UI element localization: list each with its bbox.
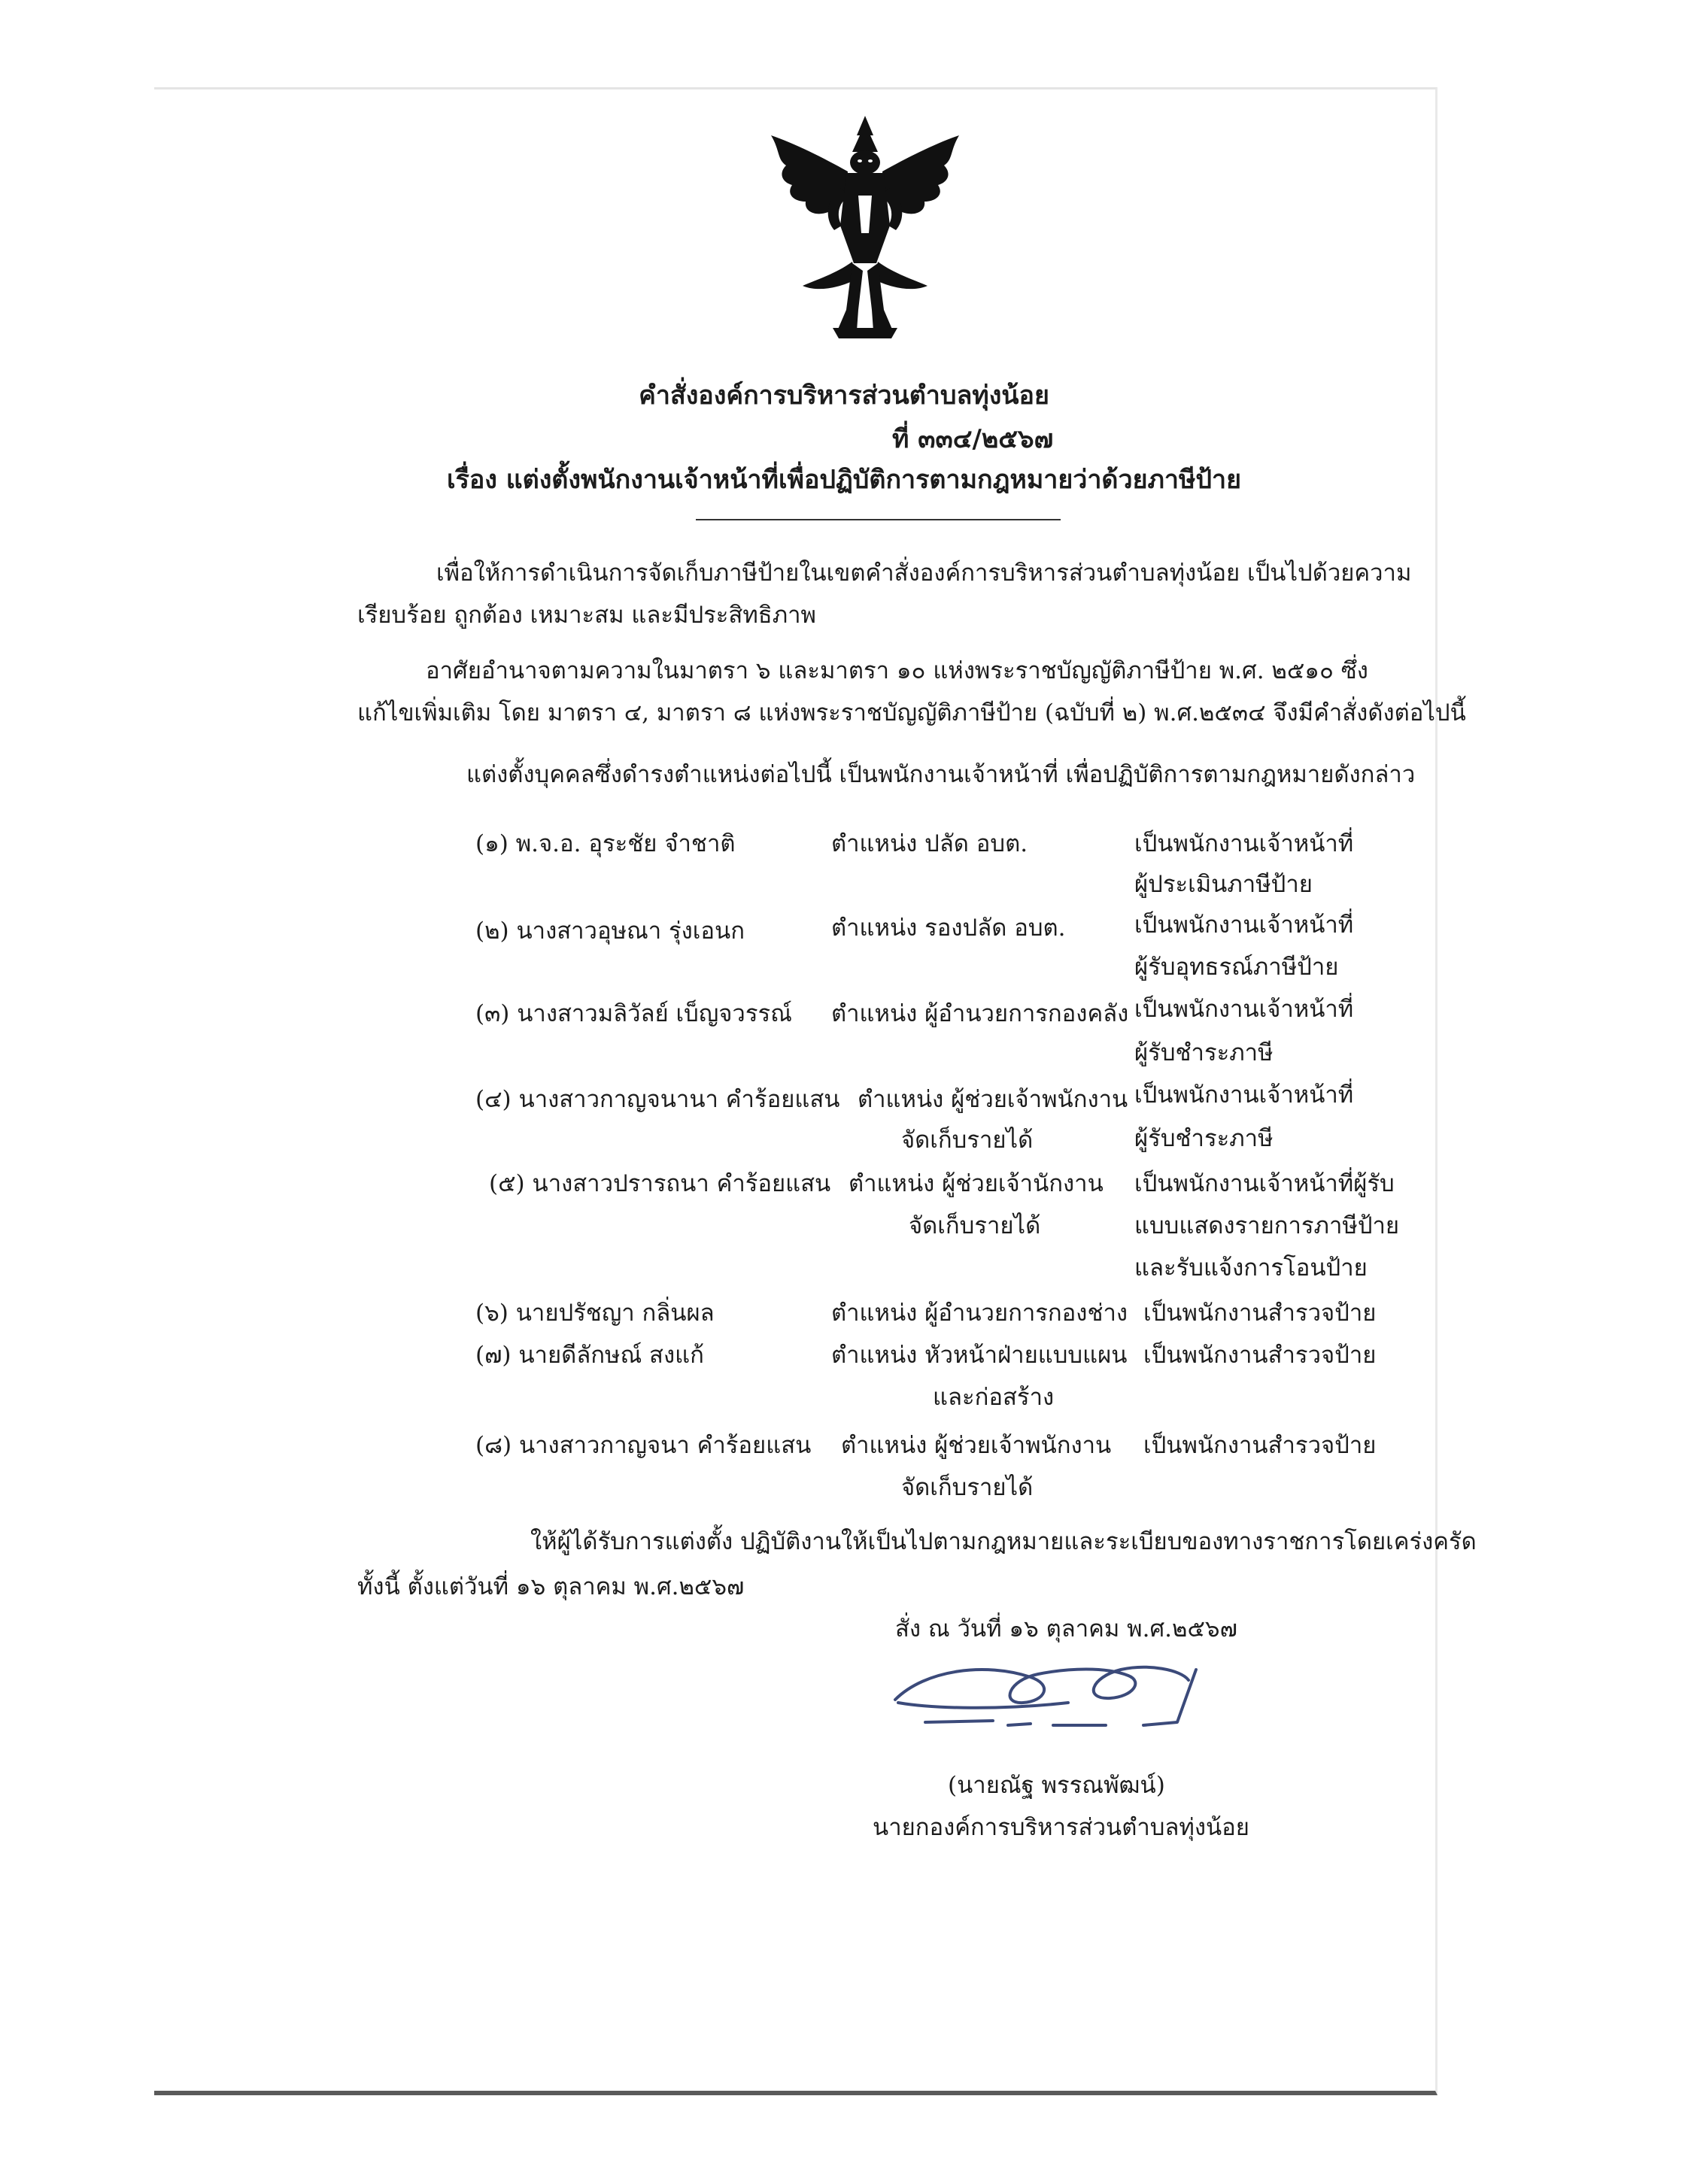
appointee-name: (๕) นางสาวปรารถนา คำร้อยแสน xyxy=(489,1170,831,1197)
appointee-position: ตำแหน่ง ผู้ช่วยเจ้าพนักงาน xyxy=(858,1086,1128,1113)
appointee-position: จัดเก็บรายได้ xyxy=(901,1127,1034,1154)
handwritten-signature xyxy=(880,1647,1219,1745)
paragraph-1-line-2: เรียบร้อย ถูกต้อง เหมาะสม และมีประสิทธิภาพ xyxy=(357,602,816,629)
signatory-name: (นายณัฐ พรรณพัฒน์) xyxy=(948,1772,1165,1799)
appointee-duty: เป็นพนักงานสำรวจป้าย xyxy=(1143,1432,1377,1459)
paragraph-1-line-1: เพื่อให้การดำเนินการจัดเก็บภาษีป้ายในเขตคำสั่งองค์การบริหารส่วนตำบลทุ่งน้อย เป็นไปด้วยความ xyxy=(436,560,1412,587)
paragraph-3: แต่งตั้งบุคคลซึ่งดำรงตำแหน่งต่อไปนี้ เป็นพนักงานเจ้าหน้าที่ เพื่อปฏิบัติการตามกฎหมายดังกล่าว xyxy=(466,761,1416,788)
appointee-name: (๑) พ.จ.อ. อุระชัย จำชาติ xyxy=(475,830,736,857)
paragraph-2-line-1: อาศัยอำนาจตามความในมาตรา ๖ และมาตรา ๑๐ แห่งพระราชบัญญัติภาษีป้าย พ.ศ. ๒๕๑๐ ซึ่ง xyxy=(426,657,1368,684)
appointee-position: จัดเก็บรายได้ xyxy=(909,1212,1041,1239)
garuda-emblem xyxy=(764,113,967,346)
appointee-duty: เป็นพนักงานเจ้าหน้าที่ xyxy=(1134,1081,1354,1109)
appointee-duty: และรับแจ้งการโอนป้าย xyxy=(1134,1254,1368,1282)
appointee-position: ตำแหน่ง หัวหน้าฝ่ายแบบแผน xyxy=(831,1342,1128,1369)
appointee-duty: เป็นพนักงานเจ้าหน้าที่ xyxy=(1134,996,1354,1023)
appointee-position: ตำแหน่ง ผู้อำนวยการกองช่าง xyxy=(831,1300,1128,1327)
appointee-name: (๖) นายปรัชญา กลิ่นผล xyxy=(475,1300,715,1327)
appointee-name: (๗) นายดีลักษณ์ สงแก้ xyxy=(475,1342,704,1369)
order-title: คำสั่งองค์การบริหารส่วนตำบลทุ่งน้อย xyxy=(639,381,1049,411)
appointee-position: ตำแหน่ง ผู้อำนวยการกองคลัง xyxy=(831,1000,1129,1027)
appointee-duty: เป็นพนักงานเจ้าหน้าที่ผู้รับ xyxy=(1134,1170,1395,1197)
closing-line-1: ให้ผู้ได้รับการแต่งตั้ง ปฏิบัติงานให้เป็นไปตามกฎหมายและระเบียบของทางราชการโดยเคร่งครัด xyxy=(530,1528,1477,1555)
appointee-position: ตำแหน่ง ปลัด อบต. xyxy=(831,830,1028,857)
order-number: ที่ ๓๓๔/๒๕๖๗ xyxy=(892,424,1054,454)
appointee-duty: เป็นพนักงานสำรวจป้าย xyxy=(1143,1342,1377,1369)
order-date: สั่ง ณ วันที่ ๑๖ ตุลาคม พ.ศ.๒๕๖๗ xyxy=(895,1615,1237,1643)
order-subject: เรื่อง แต่งตั้งพนักงานเจ้าหน้าที่เพื่อปฏิบัติการตามกฎหมายว่าด้วยภาษีป้าย xyxy=(446,465,1242,495)
appointee-duty: เป็นพนักงานเจ้าหน้าที่ xyxy=(1134,912,1354,939)
appointee-duty: เป็นพนักงานสำรวจป้าย xyxy=(1143,1300,1377,1327)
appointee-duty: แบบแสดงรายการภาษีป้าย xyxy=(1134,1212,1400,1239)
appointee-name: (๒) นางสาวอุษณา รุ่งเอนก xyxy=(475,918,745,945)
appointee-duty: ผู้รับอุทธรณ์ภาษีป้าย xyxy=(1134,954,1339,981)
closing-line-2: ทั้งนี้ ตั้งแต่วันที่ ๑๖ ตุลาคม พ.ศ.๒๕๖๗ xyxy=(357,1573,745,1600)
signatory-title: นายกองค์การบริหารส่วนตำบลทุ่งน้อย xyxy=(873,1814,1249,1841)
appointee-duty: ผู้ประเมินภาษีป้าย xyxy=(1134,871,1313,898)
appointee-position: ตำแหน่ง รองปลัด อบต. xyxy=(831,915,1066,942)
header-divider xyxy=(696,519,1061,520)
appointee-name: (๓) นางสาวมลิวัลย์ เบ็ญจวรรณ์ xyxy=(475,1000,792,1027)
appointee-position: และก่อสร้าง xyxy=(933,1384,1055,1411)
appointee-position: ตำแหน่ง ผู้ช่วยเจ้าพนักงาน xyxy=(841,1432,1112,1459)
appointee-duty: ผู้รับชำระภาษี xyxy=(1134,1125,1274,1152)
appointee-name: (๘) นางสาวกาญจนา คำร้อยแสน xyxy=(475,1432,812,1459)
appointee-position: ตำแหน่ง ผู้ช่วยเจ้านักงาน xyxy=(849,1170,1104,1197)
appointee-duty: เป็นพนักงานเจ้าหน้าที่ xyxy=(1134,830,1354,857)
appointee-name: (๔) นางสาวกาญจนานา คำร้อยแสน xyxy=(475,1086,840,1113)
appointee-position: จัดเก็บรายได้ xyxy=(901,1474,1034,1501)
appointee-duty: ผู้รับชำระภาษี xyxy=(1134,1039,1274,1066)
paragraph-2-line-2: แก้ไขเพิ่มเติม โดย มาตรา ๔, มาตรา ๘ แห่งพระราชบัญญัติภาษีป้าย (ฉบับที่ ๒) พ.ศ.๒๕๓๔ จึงมีคำสั่งดังต่อไปนี้ xyxy=(357,699,1466,726)
